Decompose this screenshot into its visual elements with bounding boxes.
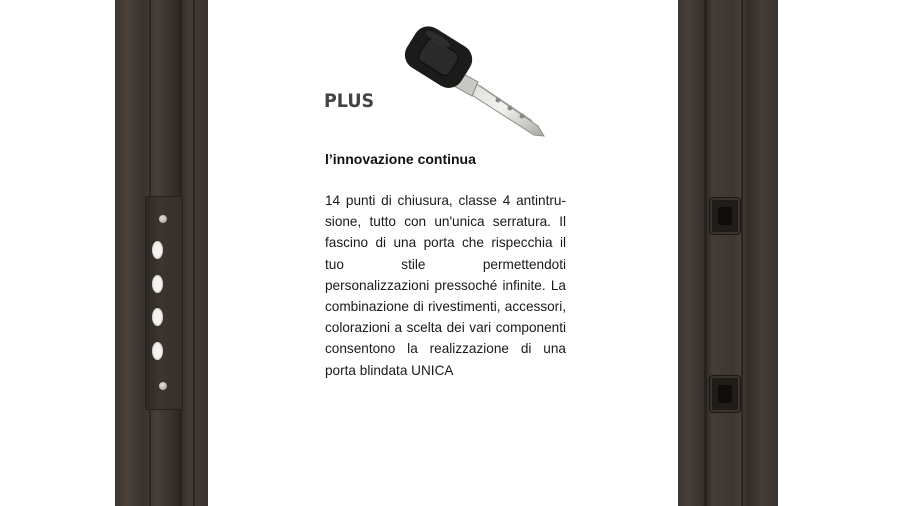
description-paragraph [325,190,566,381]
lock-bolt-hole [152,342,163,360]
subtitle: l’innovazione continua [325,151,476,167]
screw-icon [159,382,167,390]
key-icon [398,20,550,140]
lock-bolt-hole [152,275,163,293]
screw-icon [159,215,167,223]
description-text: sione, tutto con un'unica serratura. Il fascino di una porta che rispecchia il tuo stile permettendoti personalizzazioni pressoché infinite. La combinazione di rivestimenti, accessori, colorazioni a scelta dei vari componenti consentono la realizzazione di una porta blindata UNICA [325,214,566,378]
door-frame-right [678,0,778,506]
lock-plate [145,196,183,410]
hinge-icon [710,376,740,412]
hinge-icon [710,198,740,234]
page-title: PLUS [324,90,375,112]
lock-bolt-hole [152,241,163,259]
lock-bolt-hole [152,308,163,326]
description-line: 14 punti di chiusura, classe 4 antintru- [325,193,566,208]
